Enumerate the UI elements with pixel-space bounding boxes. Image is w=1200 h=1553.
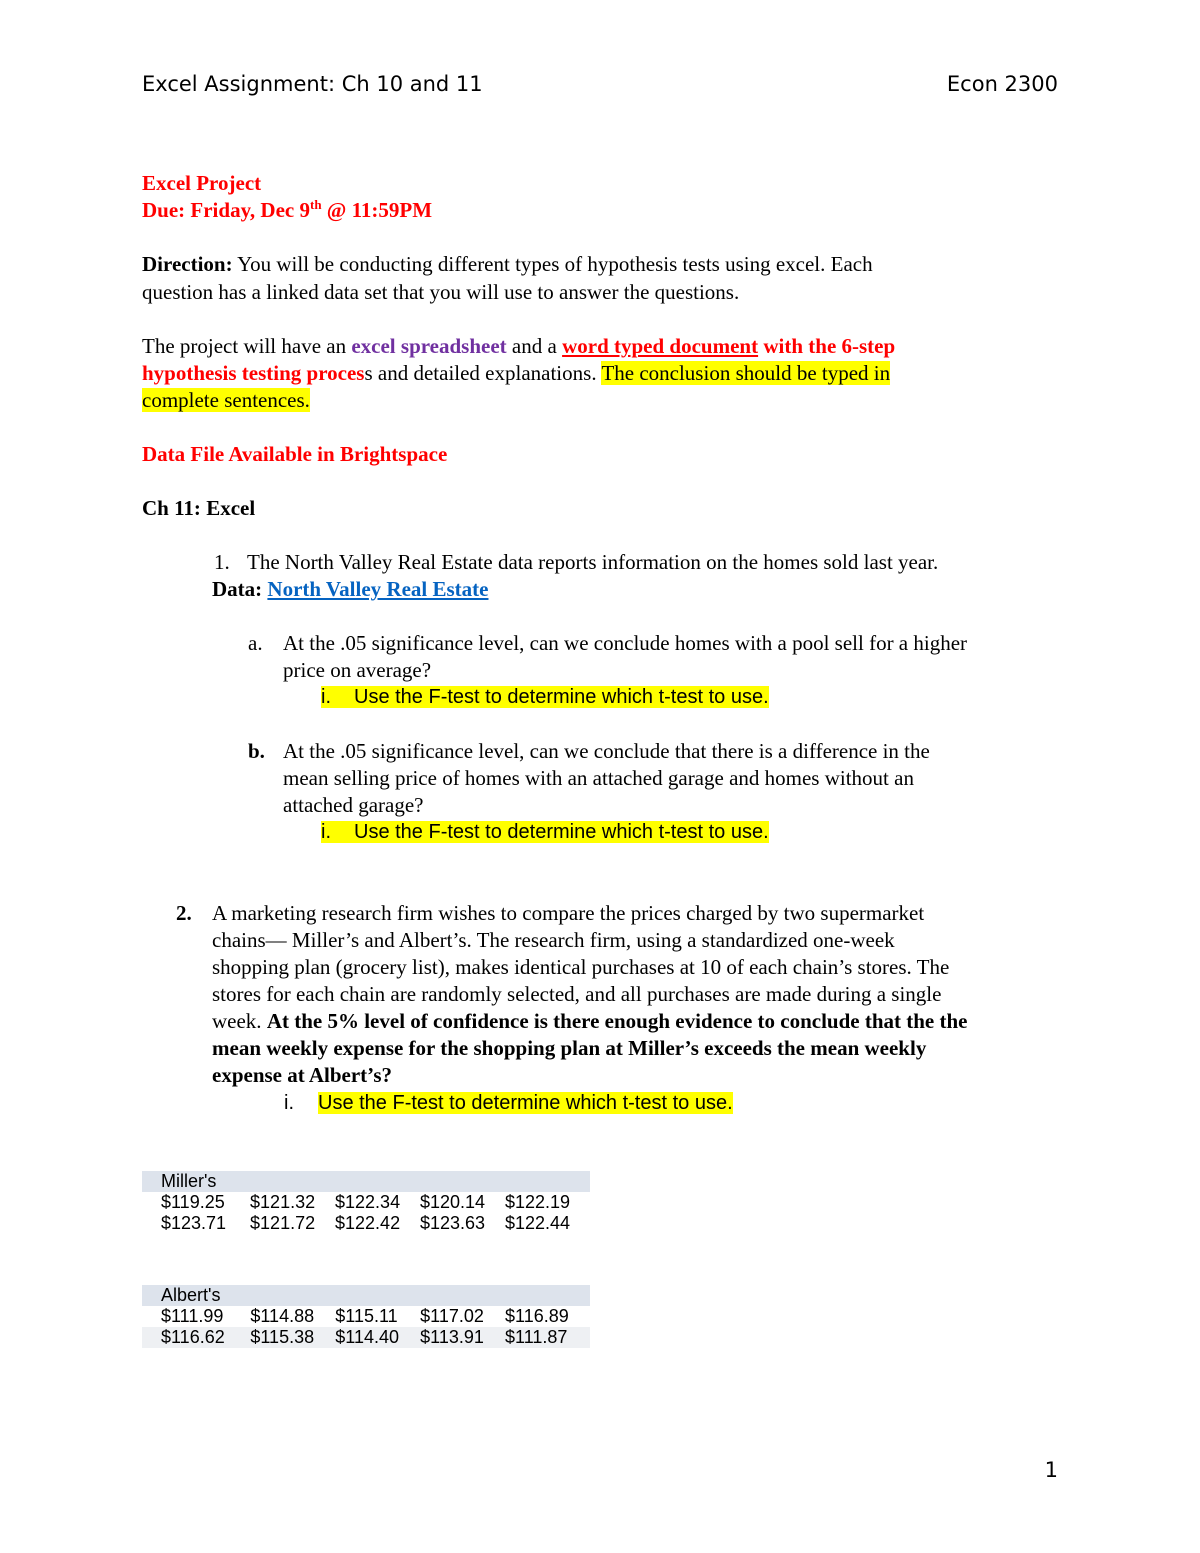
six-step-text: with the 6-step — [758, 334, 896, 358]
due-date-sup: th — [309, 197, 322, 212]
table-cell: $123.71 — [161, 1213, 227, 1233]
q1a-subitem-highlight — [321, 686, 769, 708]
word-document-text: word typed document — [562, 334, 759, 358]
direction-line-1 — [142, 251, 873, 278]
alberts-header-row — [142, 1285, 590, 1306]
alberts-table — [142, 1285, 590, 1348]
table-cell: $121.72 — [250, 1213, 316, 1233]
q1b-letter: b. — [248, 739, 265, 763]
direction-label: Direction: — [142, 252, 233, 276]
millers-header-row — [142, 1171, 590, 1192]
q2-roman: i. — [284, 1092, 294, 1114]
q2-line-4: stores for each chain are randomly selected, and all purchases are made during a single — [212, 982, 942, 1006]
table-cell: $111.99 — [161, 1306, 224, 1326]
project-desc-line-3 — [142, 387, 310, 414]
project-desc-line-1 — [142, 333, 895, 360]
due-date-time: @ 11:59PM — [321, 198, 433, 222]
ch11-label: Ch 11: — [142, 496, 201, 520]
millers-table — [142, 1171, 590, 1234]
q1a-ftest-text: Use the F-test to determine which t-test to use. — [354, 686, 769, 708]
q1b-roman: i. — [321, 821, 331, 843]
page-number: 1 — [1044, 1458, 1058, 1482]
q2-ftest-text: Use the F-test to determine which t-test to use. — [318, 1092, 733, 1114]
table-cell: $122.42 — [335, 1213, 401, 1233]
project-title: Excel Project — [142, 171, 262, 195]
q2-line-7: expense at Albert’s? — [212, 1063, 393, 1087]
desc-text-2: and a — [506, 334, 563, 358]
header-course: Econ 2300 — [946, 72, 1058, 96]
q1a-text-1: At the .05 significance level, can we conclude homes with a pool sell for a higher — [283, 631, 968, 655]
desc-text-1: The project will have an — [142, 334, 352, 358]
q1b-text-1: At the .05 significance level, can we conclude that there is a difference in the — [283, 739, 930, 763]
due-date — [142, 197, 432, 224]
q2-line-3: shopping plan (grocery list), makes identical purchases at 10 of each chain’s stores. The — [212, 955, 950, 979]
q1a-line-1 — [248, 630, 967, 657]
q1-statement: The North Valley Real Estate data reports information on the homes sold last year. — [247, 550, 939, 574]
q1a-roman: i. — [321, 686, 331, 708]
table-cell: $116.62 — [142, 1327, 250, 1348]
desc-text-3: s and detailed explanations. — [364, 361, 602, 385]
table-row — [142, 1306, 590, 1327]
ch11-rest: Excel — [200, 496, 256, 520]
q1b-line-3: attached garage? — [283, 793, 424, 817]
direction-line-2: question has a linked data set that you will use to answer the questions. — [142, 280, 740, 304]
table-cell: $122.34 — [335, 1192, 401, 1212]
table-row — [142, 1213, 590, 1234]
q1a-subitem — [321, 684, 769, 711]
q1-data-line — [212, 576, 488, 603]
q1-data-label: Data: — [212, 577, 263, 601]
table-cell: $122.44 — [504, 1213, 571, 1233]
q2-text-5-plain: week. — [212, 1009, 267, 1033]
direction-text-1: You will be conducting different types of hypothesis tests using excel. Each — [232, 252, 873, 276]
table-row — [142, 1192, 590, 1213]
excel-spreadsheet-text: excel spreadsheet — [351, 334, 507, 358]
table-cell: $121.32 — [250, 1192, 316, 1212]
conclusion-highlight-1: The conclusion should be typed in — [601, 361, 891, 385]
table-cell: $114.88 — [250, 1306, 315, 1326]
table-cell: $123.63 — [420, 1213, 486, 1233]
q1b-subitem — [321, 819, 769, 846]
ch11-heading — [142, 495, 255, 522]
q2-line-1 — [176, 900, 924, 927]
millers-label: Miller's — [142, 1171, 590, 1192]
table-row — [142, 1327, 590, 1348]
hypothesis-process-text: hypothesis testing proces — [142, 361, 365, 385]
q1a-letter: a. — [248, 631, 263, 655]
table-cell: $117.02 — [420, 1306, 484, 1326]
table-cell: $120.14 — [420, 1192, 486, 1212]
table-cell: $114.40 — [335, 1327, 420, 1348]
q1b-ftest-text: Use the F-test to determine which t-test to use. — [354, 821, 769, 843]
q2-line-5 — [212, 1008, 968, 1035]
table-cell: $113.91 — [420, 1327, 505, 1348]
q1b-subitem-highlight — [321, 821, 769, 843]
due-date-main: Due: Friday, Dec 9 — [142, 198, 310, 222]
table-cell: $115.38 — [250, 1327, 335, 1348]
project-desc-line-2 — [142, 360, 890, 387]
q2-text-5-bold: At the 5% level of confidence is there enough evidence to conclude that the the — [266, 1009, 968, 1033]
table-cell: $111.87 — [505, 1327, 590, 1348]
data-file-note: Data File Available in Brightspace — [142, 442, 448, 466]
q2-subitem — [284, 1090, 733, 1117]
table-cell: $116.89 — [505, 1306, 569, 1326]
q1-text — [214, 549, 938, 576]
q2-line-2: chains— Miller’s and Albert’s. The research firm, using a standardized one-week — [212, 928, 895, 952]
alberts-label: Albert's — [142, 1285, 590, 1306]
q1-number: 1. — [214, 550, 230, 574]
q1b-line-2: mean selling price of homes with an attached garage and homes without an — [283, 766, 914, 790]
north-valley-link[interactable]: North Valley Real Estate — [267, 577, 489, 601]
q2-text-1: A marketing research firm wishes to compare the prices charged by two supermarket — [212, 901, 925, 925]
header-title: Excel Assignment: Ch 10 and 11 — [142, 72, 483, 96]
table-cell: $119.25 — [161, 1192, 225, 1212]
q1a-line-2: price on average? — [283, 658, 432, 682]
q1b-line-1 — [248, 738, 930, 765]
q2-number: 2. — [176, 901, 192, 925]
table-cell: $122.19 — [504, 1192, 571, 1212]
conclusion-highlight-2: complete sentences. — [142, 388, 310, 412]
q2-line-6: mean weekly expense for the shopping plan at Miller’s exceeds the mean weekly — [212, 1036, 927, 1060]
table-cell: $115.11 — [335, 1306, 398, 1326]
